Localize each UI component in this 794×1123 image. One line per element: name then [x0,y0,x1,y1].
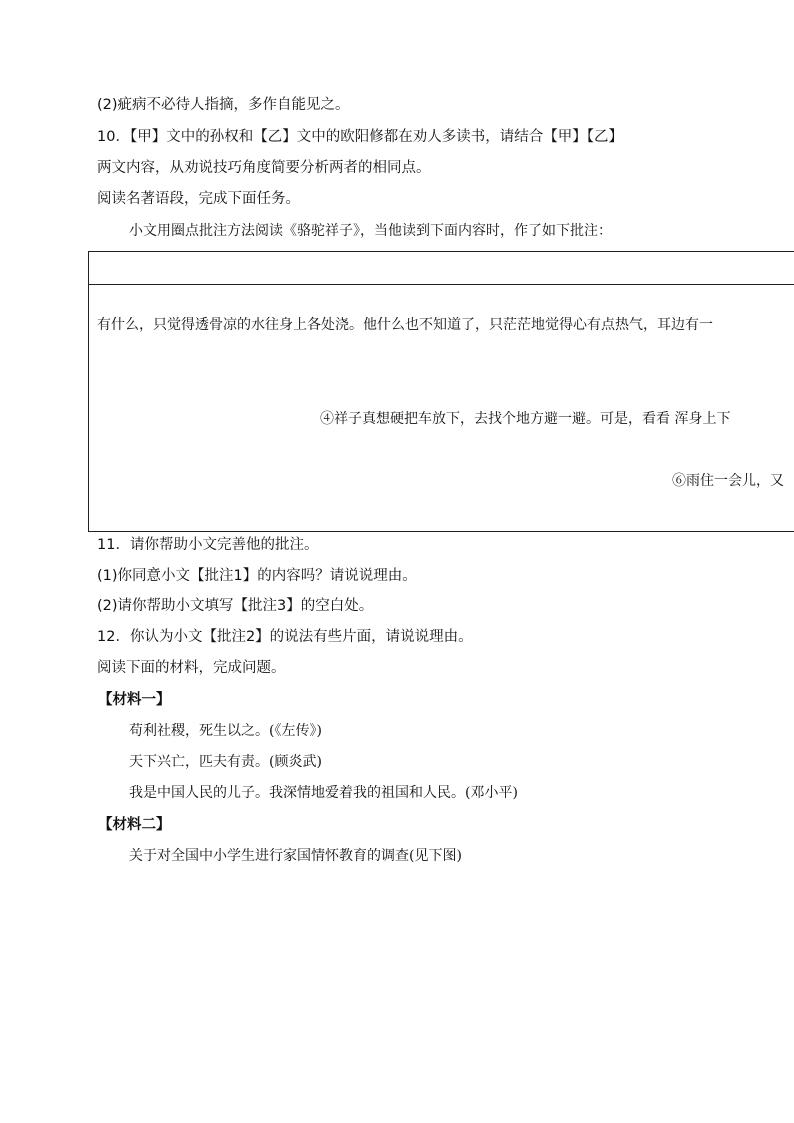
material-1-quote-2: 天下兴亡，匹夫有责。(顾炎武) [129,754,322,770]
box-divider [89,284,794,285]
annotation-intro: 小文用圈点批注方法阅读《骆驼祥子》，当他读到下面内容时，作了如下批注： [129,223,612,239]
question-12: 12．你认为小文【批注2】的说法有些片面，请说说理由。 [97,629,473,645]
question-10-continued: 两文内容，从劝说技巧角度简要分析两者的相同点。 [97,160,431,176]
material-1-heading: 【材料一】 [98,692,171,708]
answer-line-2: (2)疵病不必待人指摘，多作自能见之。 [97,97,350,113]
question-11: 11．请你帮助小文完善他的批注。 [97,537,319,553]
excerpt-row-3: ⑥雨住一会儿，又 [672,473,784,489]
material-2-text: 关于对全国中小学生进行家国情怀教育的调查(见下图) [129,848,462,864]
material-1-quote-1: 苟利社稷，死生以之。(《左传》) [129,723,322,739]
excerpt-box [88,251,794,532]
section-instruction: 阅读名著语段，完成下面任务。 [97,191,300,207]
question-10: 10．【甲】文中的孙权和【乙】文中的欧阳修都在劝人多读书，请结合【甲】【乙】 [97,129,623,145]
excerpt-row-2: ④祥子真想硬把车放下，去找个地方避一避。可是，看看 浑身上下 [320,411,731,427]
question-11-2: (2)请你帮助小文填写【批注3】的空白处。 [97,598,374,614]
excerpt-row-1: 有什么，只觉得透骨凉的水往身上各处浇。他什么也不知道了，只茫茫地觉得心有点热气，耳边有一 [97,317,713,333]
question-11-1: (1)你同意小文【批注1】的内容吗？请说说理由。 [97,568,417,584]
material-1-quote-3: 我是中国人民的儿子。我深情地爱着我的祖国和人民。(邓小平) [129,785,518,801]
reading-instruction: 阅读下面的材料，完成问题。 [97,660,286,676]
material-2-heading: 【材料二】 [98,817,171,833]
